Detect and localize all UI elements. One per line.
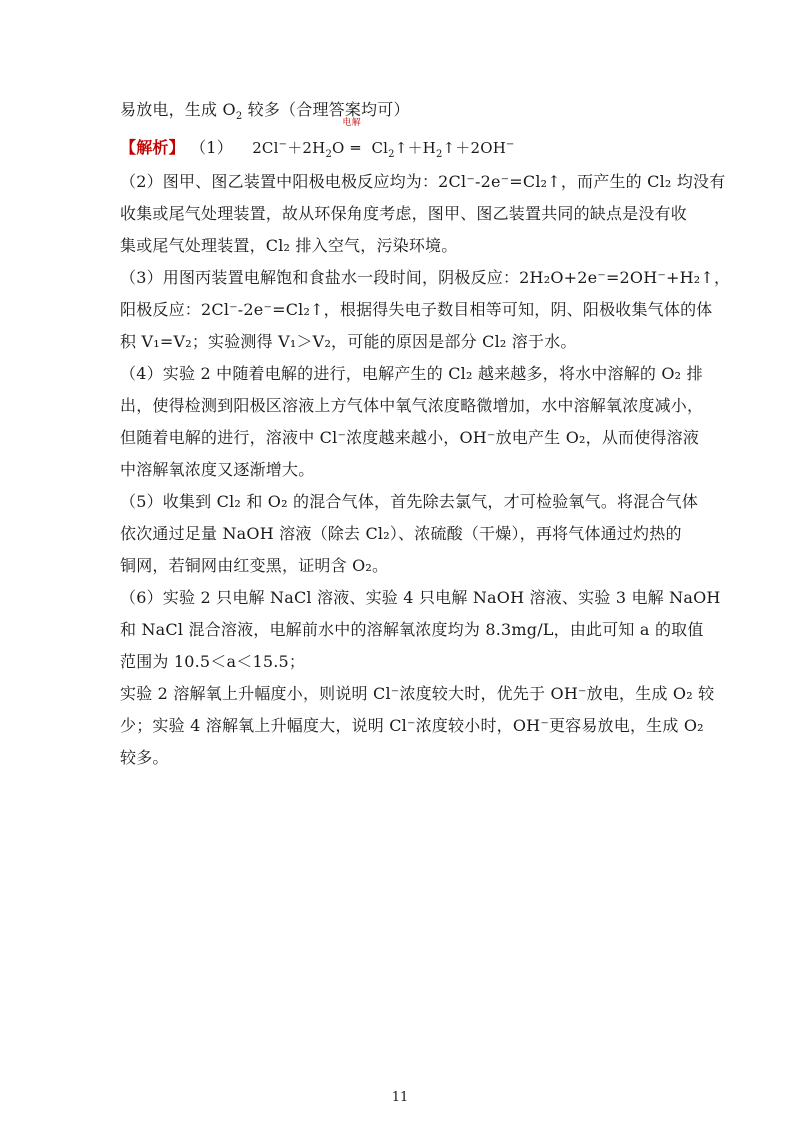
part-5-line-1: （5）收集到 Cl₂ 和 O₂ 的混合气体，首先除去氯气，才可检验氧气。将混合气体 <box>120 492 699 511</box>
part-2-line-1: （2）图甲、图乙装置中阳极电极反应均为：2Cl⁻-2e⁻=Cl₂↑，而产生的 Cl₂ 均没有 <box>120 172 726 191</box>
intro-subscript: 2 <box>235 111 243 123</box>
eq-term-oh: ↑＋2OH <box>442 139 507 157</box>
analysis-tag: 【解析】 <box>120 138 185 157</box>
intro-text: 易放电，生成 O <box>120 100 236 119</box>
eq-equals: ═ <box>350 139 361 157</box>
eq-sub-h2o: 2 <box>325 149 332 160</box>
conclusion-line-1: 实验 2 溶解氧上升幅度小，则说明 Cl⁻浓度较大时，优先于 OH⁻放电，生成 O₂ 较 <box>120 684 715 703</box>
part-6-line-1: （6）实验 2 只电解 NaCl 溶液、实验 4 只电解 NaOH 溶液、实验 3 电解 NaOH <box>120 588 721 607</box>
part-3-line-3: 积 V₁=V₂；实验测得 V₁＞V₂，可能的原因是部分 Cl₂ 溶于水。 <box>120 332 577 351</box>
eq-term-cl2: Cl <box>366 139 389 157</box>
eq-arrow <box>342 118 367 164</box>
eq-sub-h2: 2 <box>435 149 443 160</box>
part-6-line-2: 和 NaCl 混合溶液，电解前水中的溶解氧浓度均为 8.3mg/L，由此可知 a 的取值 <box>120 620 704 639</box>
eq-term-h2o: ＋2H <box>287 139 326 157</box>
eq-condition: 电解 <box>342 118 361 128</box>
conclusion-line-3: 较多。 <box>120 748 169 767</box>
part-3-line-1: （3）用图丙装置电解饱和食盐水一段时间，阴极反应：2H₂O+2e⁻=2OH⁻+H₂↑， <box>120 268 731 287</box>
eq-term-o: O <box>332 139 345 157</box>
eq-sup-oh: − <box>506 139 515 150</box>
intro-line <box>120 94 685 126</box>
eq-sup-cl: − <box>278 139 288 150</box>
eq-sub-cl2: 2 <box>388 149 395 160</box>
part-6-line-3: 范围为 10.5＜a＜15.5； <box>120 652 306 671</box>
part-4-line-1: （4）实验 2 中随着电解的进行，电解产生的 Cl₂ 越来越多，将水中溶解的 O₂ 排 <box>120 364 703 383</box>
eq-term-h2: ↑＋H <box>394 139 436 157</box>
part-4-line-2: 出，使得检测到阳极区溶液上方气体中氧气浓度略微增加，水中溶解氧浓度减小， <box>120 396 704 415</box>
part-5-line-2: 依次通过足量 NaOH 溶液（除去 Cl₂）、浓硫酸（干燥），再将气体通过灼热的 <box>120 524 682 543</box>
eq-term-cl: 2Cl <box>252 139 279 157</box>
analysis-equation-line <box>120 118 685 166</box>
conclusion-line-2: 少；实验 4 溶解氧上升幅度大，说明 Cl⁻浓度较小时，OH⁻更容易放电，生成 O₂ <box>120 716 704 735</box>
part-2-line-2: 收集或尾气处理装置，故从环保角度考虑，图甲、图乙装置共同的缺点是没有收 <box>120 204 688 223</box>
part-3-line-2: 阳极反应：2Cl⁻-2e⁻=Cl₂↑，根据得失电子数目相等可知，阴、阳极收集气体的体 <box>120 300 713 319</box>
part-4-line-4: 中溶解氧浓度又逐渐增大。 <box>120 460 315 479</box>
part-4-line-3: 但随着电解的进行，溶液中 Cl⁻浓度越来越小，OH⁻放电产生 O₂，从而使得溶液 <box>120 428 700 447</box>
answer-content <box>120 94 731 774</box>
part-5-line-3: 铜网，若铜网由红变黑，证明含 O₂。 <box>120 556 389 575</box>
electrolysis-equation <box>252 118 515 160</box>
intro-text-rest: 较多（合理答案均可） <box>242 100 410 119</box>
page-number: 11 <box>391 1090 409 1105</box>
part-1-number: （1） <box>190 138 233 157</box>
part-2-line-3: 集或尾气处理装置，Cl₂ 排入空气，污染环境。 <box>120 236 458 255</box>
